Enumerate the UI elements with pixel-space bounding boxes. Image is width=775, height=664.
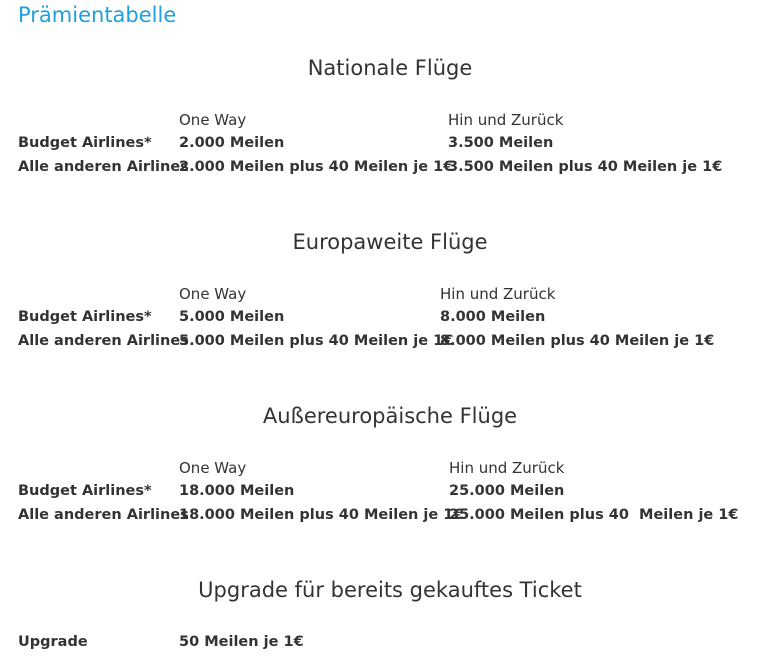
- column-header-round-trip: Hin und Zurück: [440, 285, 556, 303]
- column-header-round-trip: Hin und Zurück: [449, 459, 565, 477]
- section-title: Europaweite Flüge: [292, 230, 488, 254]
- row-label-budget-airlines: Budget Airlines*: [18, 135, 152, 151]
- column-header-one-way: One Way: [179, 285, 247, 303]
- cell-round-trip: 25.000 Meilen plus 40 Meilen je 1€: [449, 507, 739, 523]
- section-title: Upgrade für bereits gekauftes Ticket: [198, 578, 582, 602]
- cell-one-way: 5.000 Meilen: [179, 309, 285, 325]
- section-title: Nationale Flüge: [307, 56, 473, 80]
- cell-round-trip: 25.000 Meilen: [449, 483, 565, 499]
- page-title: Prämientabelle: [18, 3, 177, 27]
- cell-round-trip: 3.500 Meilen plus 40 Meilen je 1€: [448, 159, 723, 175]
- row-label-budget-airlines: Budget Airlines*: [18, 309, 152, 325]
- column-header-one-way: One Way: [179, 111, 247, 129]
- cell-one-way: 2.000 Meilen: [179, 135, 285, 151]
- cell-round-trip: 8.000 Meilen plus 40 Meilen je 1€: [440, 333, 715, 349]
- cell-upgrade-value: 50 Meilen je 1€: [179, 634, 304, 650]
- row-label-other-airlines: Alle anderen Airlines: [18, 507, 189, 523]
- cell-round-trip: 8.000 Meilen: [440, 309, 546, 325]
- column-header-round-trip: Hin und Zurück: [448, 111, 564, 129]
- row-label-upgrade: Upgrade: [18, 634, 88, 650]
- row-label-budget-airlines: Budget Airlines*: [18, 483, 152, 499]
- cell-round-trip: 3.500 Meilen: [448, 135, 554, 151]
- row-label-other-airlines: Alle anderen Airlines: [18, 333, 189, 349]
- cell-one-way: 18.000 Meilen: [179, 483, 295, 499]
- cell-one-way: 2.000 Meilen plus 40 Meilen je 1€: [179, 159, 454, 175]
- column-header-one-way: One Way: [179, 459, 247, 477]
- section-title: Außereuropäische Flüge: [262, 404, 518, 428]
- cell-one-way: 5.000 Meilen plus 40 Meilen je 1€: [179, 333, 454, 349]
- row-label-other-airlines: Alle anderen Airlines: [18, 159, 189, 175]
- cell-one-way: 18.000 Meilen plus 40 Meilen je 1€: [179, 507, 464, 523]
